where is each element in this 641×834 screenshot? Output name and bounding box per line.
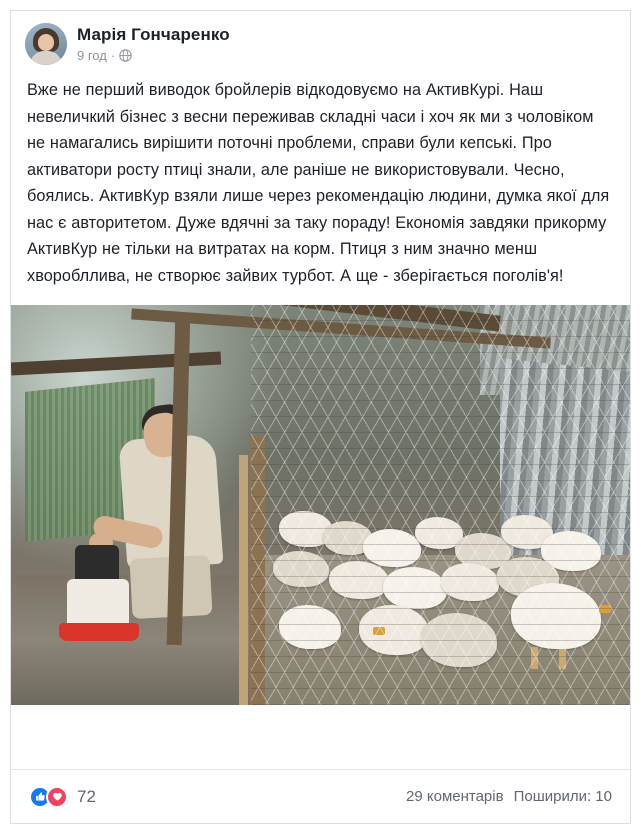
post-author-name[interactable]: Марія Гончаренко <box>77 25 230 44</box>
post-photo[interactable] <box>11 305 630 705</box>
photo-feeder-base <box>59 623 139 641</box>
reactions-summary[interactable] <box>29 786 96 808</box>
post-text: Вже не перший виводок бройлерів відкодовуємо на АктивКурі. Наш невеличкий бізнес з весни переживав складні часи і хоч як ми з чоловіком не намагались вирішити поточні проблеми, справи були кепські. Про активатори росту птиці знали, але раніше не використовували. Чесно, боялись. АктивКур взяли лише через рекомендацію людини, думка якої для нас є авторитетом. Дуже вдячні за таку пораду! Економія завдяки прикорму АктивКур не тільки на витратах на корм. Птиця з ним значно менш хворобллива, не створює зайвих турбот. А ще - зберігається поголів'я! <box>27 81 610 285</box>
heart-icon <box>46 786 68 808</box>
engagement-counters <box>406 788 612 805</box>
post-header-text <box>77 23 230 63</box>
meta-separator: · <box>110 48 116 63</box>
globe-icon <box>119 49 132 62</box>
social-post-card <box>10 10 631 824</box>
post-header <box>11 11 630 67</box>
post-meta <box>77 48 230 63</box>
comments-count[interactable]: 29 коментарів <box>406 788 504 805</box>
avatar-face <box>38 34 54 51</box>
post-footer <box>11 769 630 823</box>
shares-count[interactable]: Поширили: 10 <box>513 788 612 805</box>
photo-wooden-post-3 <box>239 455 248 705</box>
reaction-count: 72 <box>77 786 96 806</box>
avatar[interactable] <box>25 23 67 65</box>
post-timestamp[interactable]: 9 год <box>77 48 107 63</box>
photo-wire-mesh-rows <box>251 305 630 705</box>
